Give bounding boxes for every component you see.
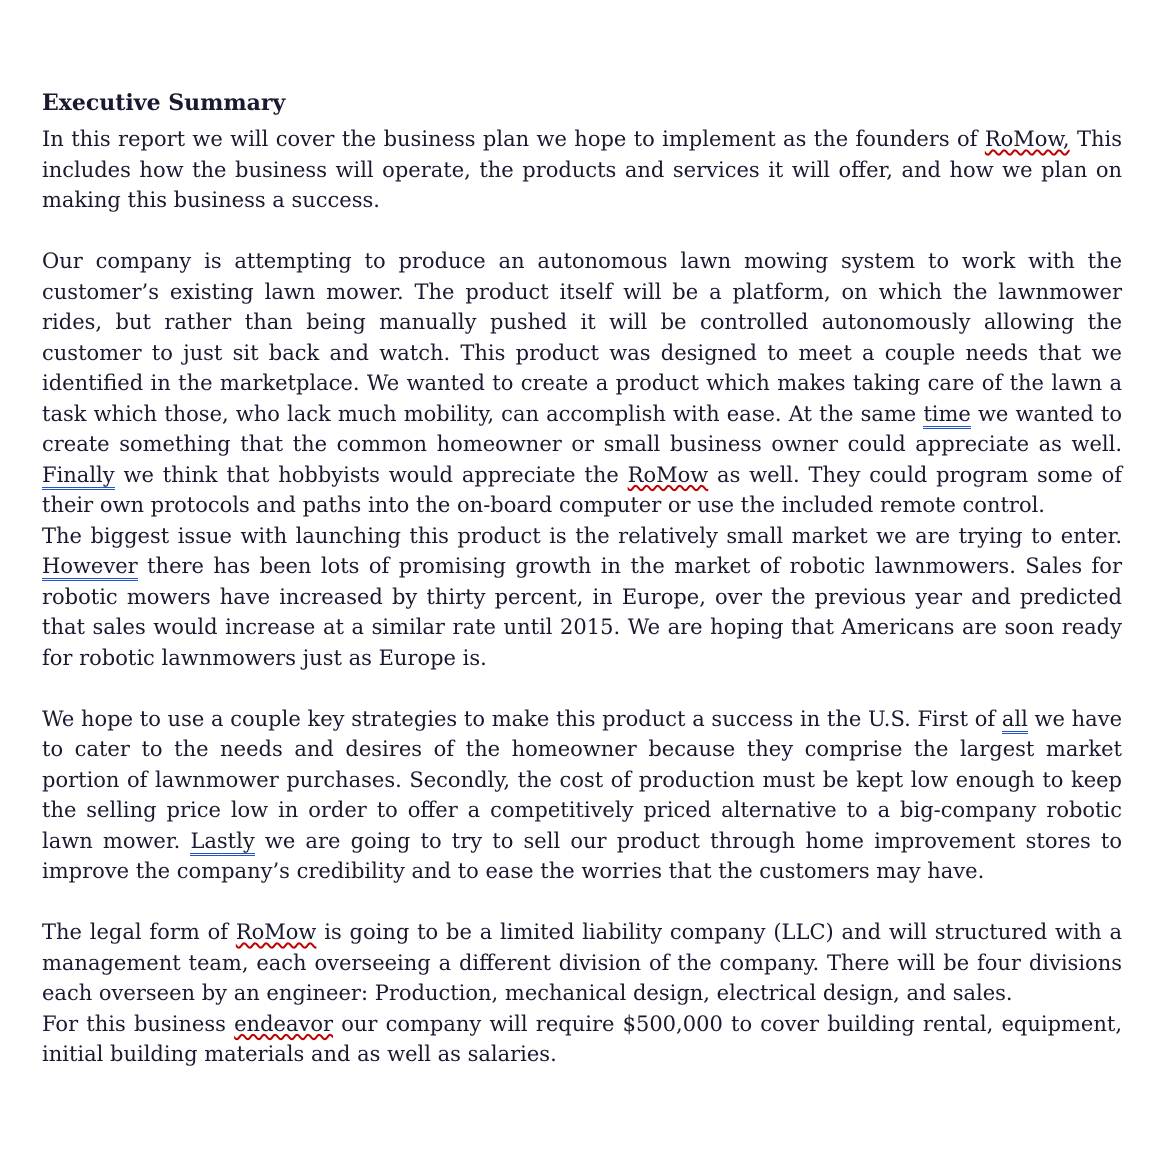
intro-paragraph (42, 124, 1122, 216)
text-run: there has been lots of promising growth in the market of robotic lawnmowers. Sales for robotic mowers have increased by thirty percent, in Europe, over the previous year and predicted that sales would increase at a similar rate until 2015. We are hoping that Americans are soon ready for robotic lawnmowers just as Europe is. (42, 554, 1122, 670)
strategy-paragraph (42, 704, 1122, 887)
text-run: The biggest issue with launching this product is the relatively small market we are trying to enter. (42, 523, 1122, 548)
spell-error-word: RoMow (627, 462, 709, 487)
grammar-error-word: However (42, 554, 138, 581)
grammar-error-word: time (923, 402, 971, 429)
text-run: In this report we will cover the business plan we hope to implement as the founders of (42, 127, 985, 151)
spell-error-word: RoMow, (984, 127, 1070, 151)
text-run: For this business (42, 1011, 235, 1036)
grammar-error-word: all (1002, 707, 1028, 734)
text-run: Our company is attempting to produce an autonomous lawn mowing system to work with the customer’s existing lawn mower. The product itself will be a platform, on which the lawnmower rides, but rather than being manually pushed it will be controlled autonomously allowing the customer to just sit back and watch. This product was designed to meet a couple needs that we identified in the marketplace. We wanted to create a product which makes taking care of the lawn a task which those, who lack much mobility, can accomplish with ease. At the same (42, 249, 1122, 426)
text-run: as well. They could program some of their own protocols and paths into the on-board computer or use the included remote control. (42, 462, 1122, 517)
funding-paragraph (42, 1009, 1122, 1070)
document-heading: Executive Summary (42, 90, 286, 116)
text-run: our company will require $500,000 to cover building rental, equipment, initial building materials and as well as salaries. (42, 1011, 1122, 1066)
grammar-error-word: Finally (42, 463, 115, 490)
legal-form-paragraph (42, 917, 1122, 1009)
text-run: we have to cater to the needs and desires of the homeowner because they comprise the largest market portion of lawnmower purchases. Secondly, the cost of production must be kept low enough to keep the selling price low in order to offer a competitively priced alternative to a big-company robotic lawn mower. (42, 706, 1122, 853)
text-run: We hope to use a couple key strategies to make this product a success in the U.S. First of (42, 706, 1002, 731)
spell-error-word: endeavor (234, 1011, 334, 1036)
text-run: we think that hobbyists would appreciate the (114, 462, 628, 487)
text-run: we are going to try to sell our product through home improvement stores to improve the company’s credibility and to ease the worries that the customers may have. (42, 828, 1123, 883)
text-run: This includes how the business will operate, the products and services it will offer, and how we plan on making this business a success. (42, 127, 1122, 212)
grammar-error-word: Lastly (190, 829, 254, 856)
text-run: The legal form of (42, 920, 236, 944)
market-paragraph (42, 521, 1122, 674)
text-run: we wanted to create something that the common homeowner or small business owner could appreciate as well. (42, 401, 1122, 456)
document-body (42, 124, 1122, 1070)
spell-error-word: RoMow (235, 920, 317, 944)
company-product-paragraph (42, 246, 1122, 521)
text-run: is going to be a limited liability company (LLC) and will structured with a management team, each overseeing a different division of the company. There will be four divisions each overseen by an engineer: Production, mechanical design, electrical design, and sales. (42, 920, 1122, 1005)
